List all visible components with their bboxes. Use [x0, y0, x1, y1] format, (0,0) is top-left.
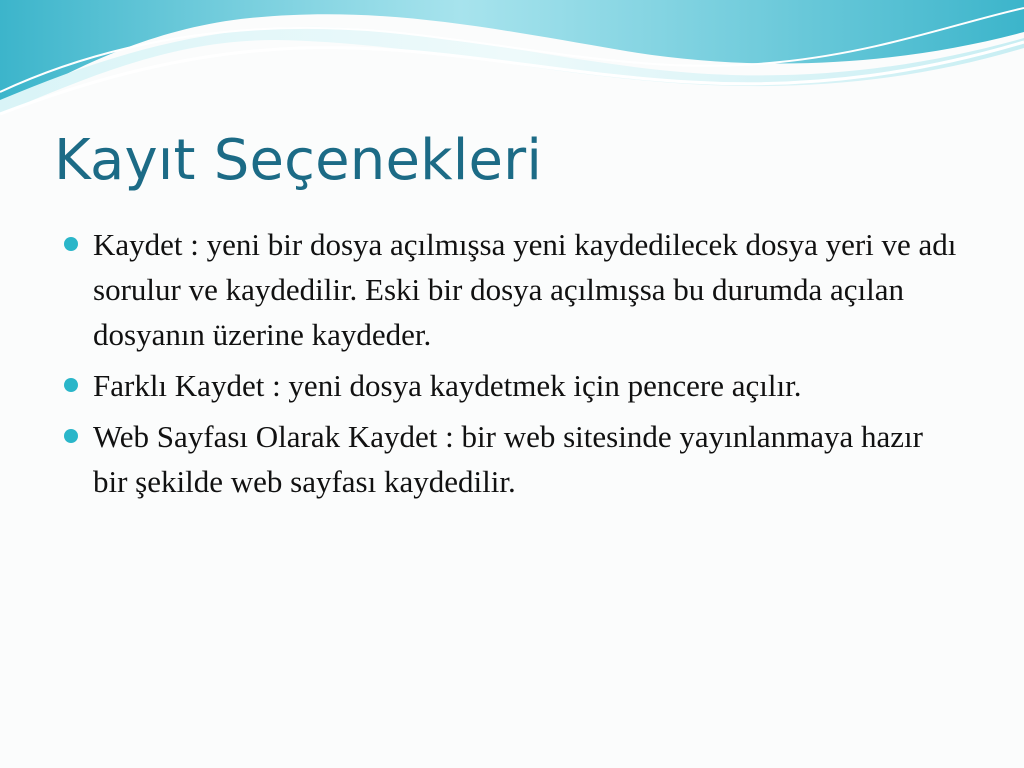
- bullet-dot-icon: [64, 237, 78, 251]
- bullet-dot-icon: [64, 429, 78, 443]
- bullet-list: [64, 222, 964, 510]
- header-wave-decoration: [0, 0, 1024, 120]
- slide-title: Kayıt Seçenekleri: [54, 128, 543, 193]
- bullet-dot-icon: [64, 378, 78, 392]
- bullet-text: Kaydet : yeni bir dosya açılmışsa yeni kaydedilecek dosya yeri ve adı sorulur ve kaydedilir. Eski bir dosya açılmışsa bu durumda açılan dosyanın üzerine kaydeder.: [93, 227, 957, 352]
- bullet-text: Web Sayfası Olarak Kaydet : bir web sitesinde yayınlanmaya hazır bir şekilde web sayfası kaydedilir.: [93, 419, 923, 499]
- bullet-item-farkli-kaydet: [64, 363, 964, 408]
- bullet-item-kaydet: [64, 222, 964, 357]
- bullet-text: Farklı Kaydet : yeni dosya kaydetmek için pencere açılır.: [93, 368, 802, 403]
- bullet-item-web-sayfasi-olarak-kaydet: [64, 414, 964, 504]
